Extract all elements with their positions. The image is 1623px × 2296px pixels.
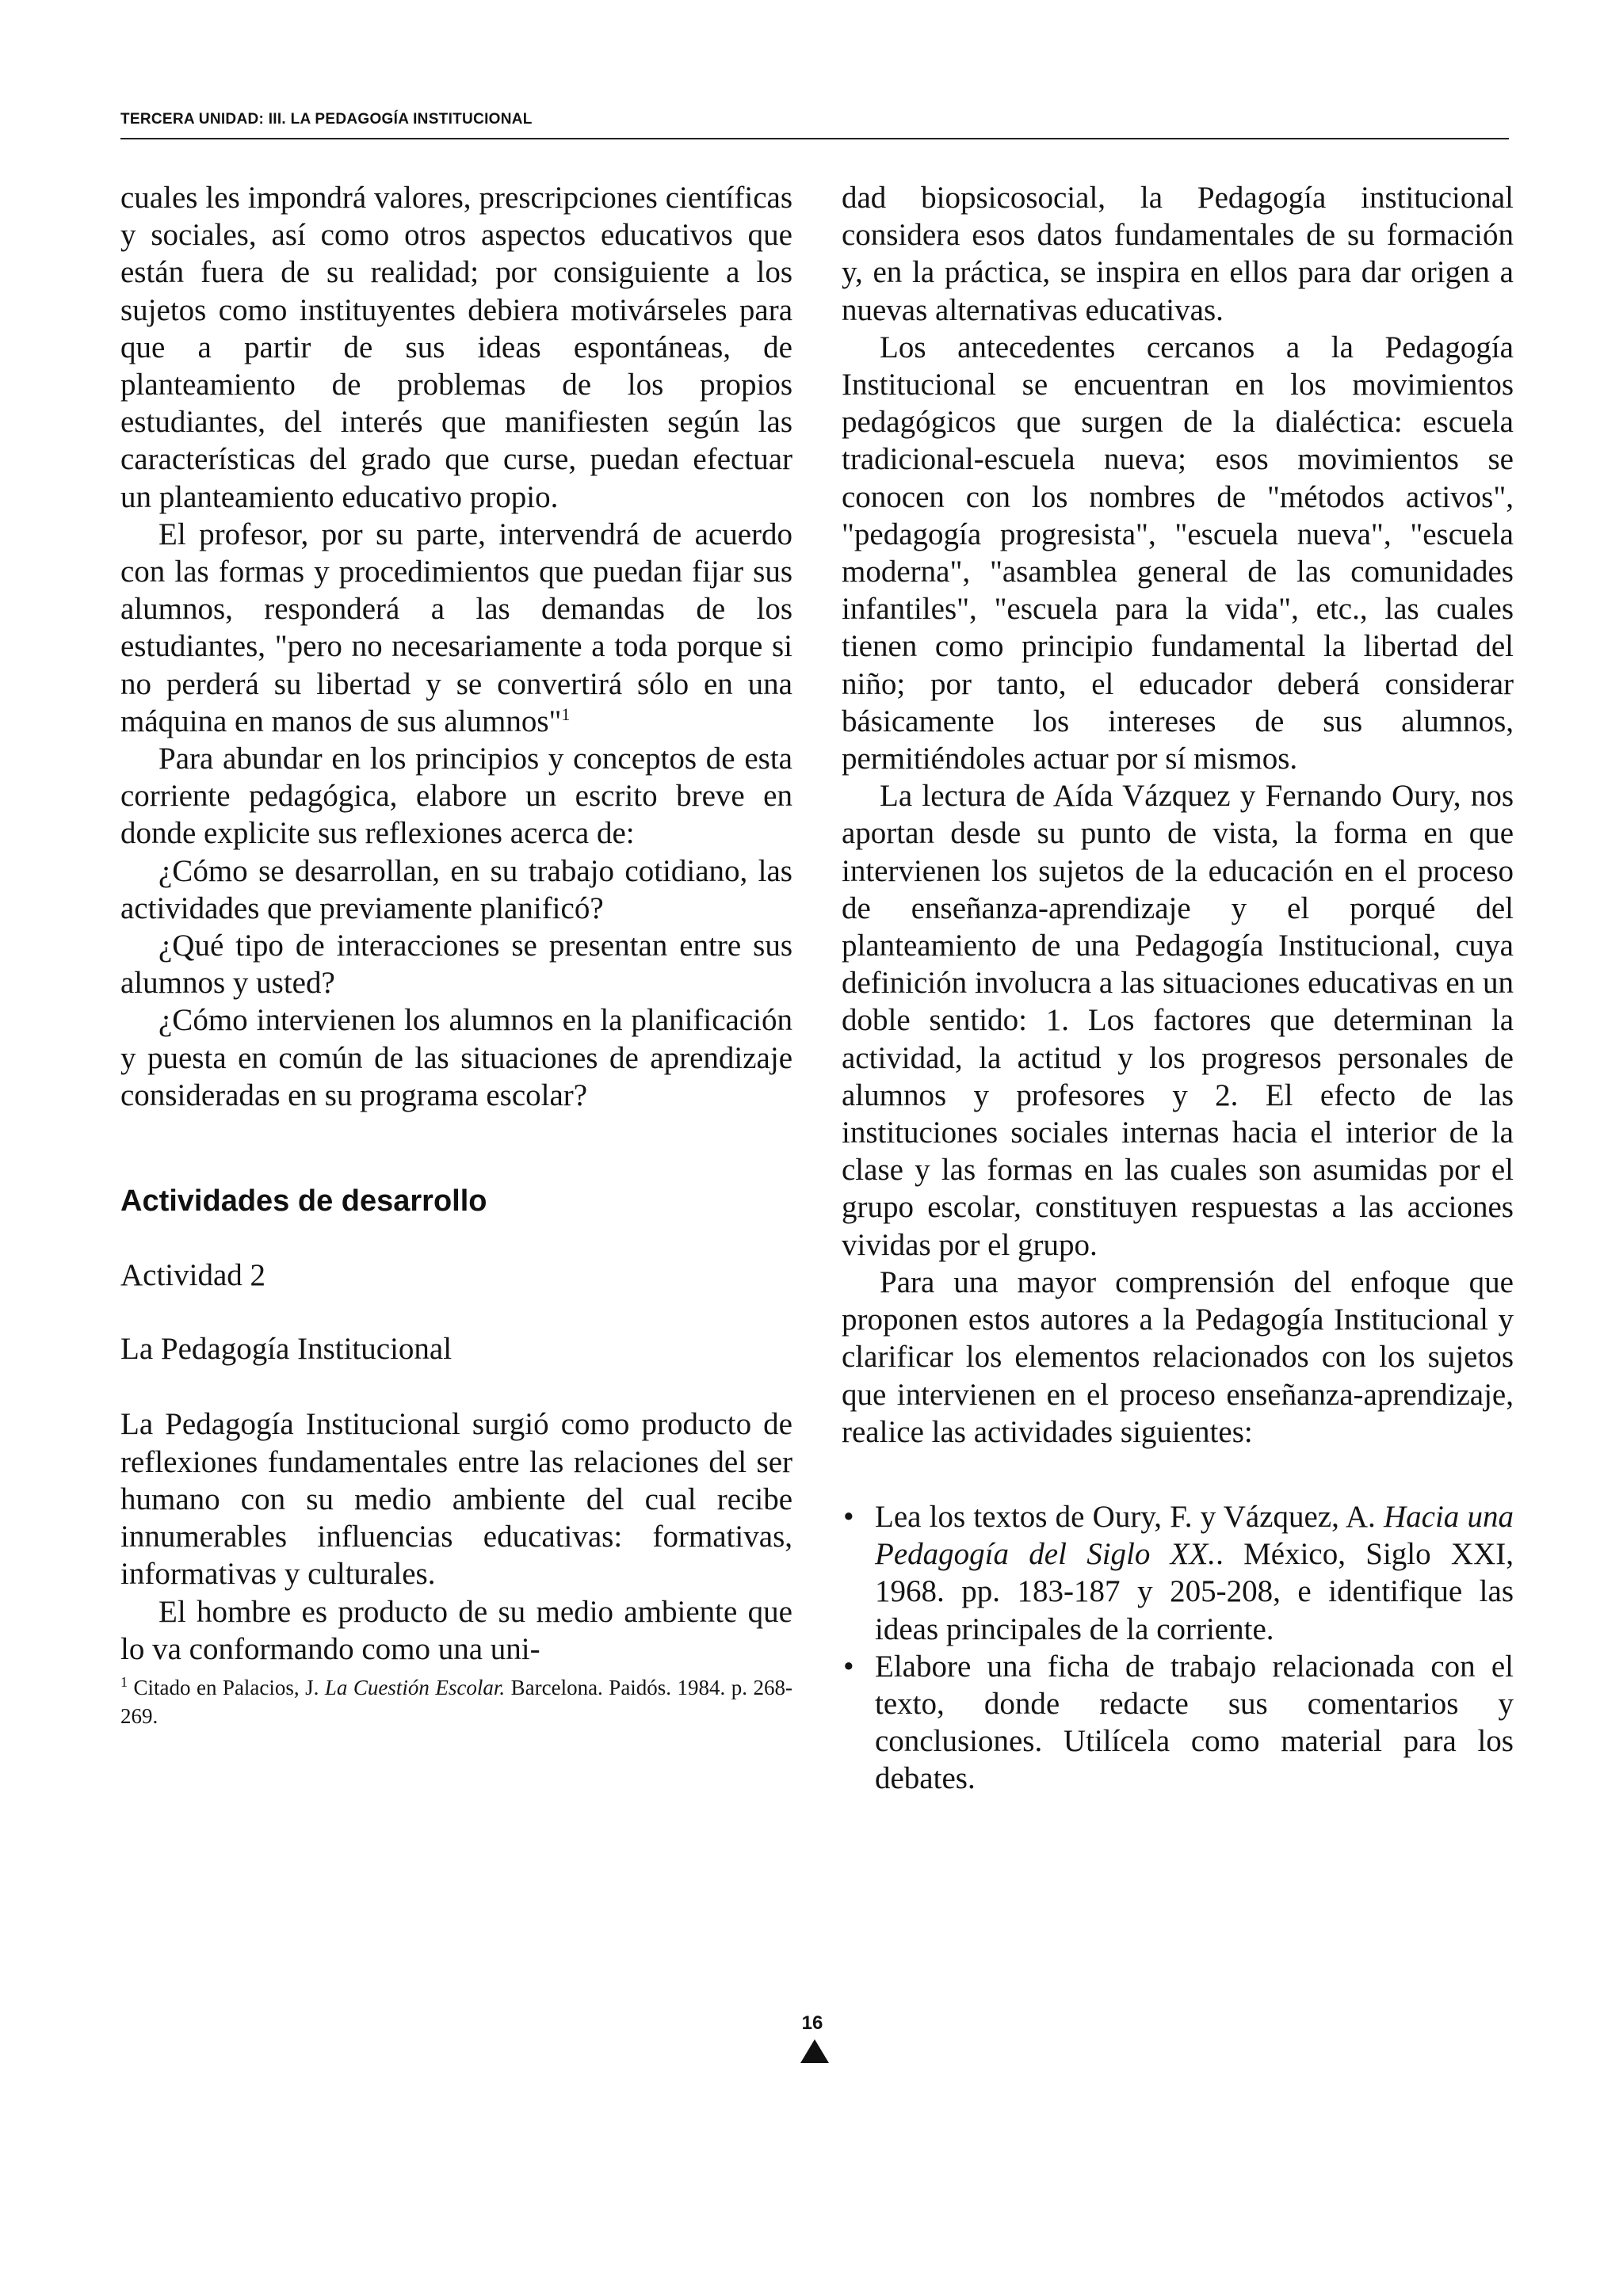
section-heading: Actividades de desarrollo [120,1184,487,1219]
list-item [842,1648,1514,1798]
running-header: TERCERA UNIDAD: III. LA PEDAGOGÍA INSTITUCIONAL [120,111,533,128]
paragraph: Para abundar en los principios y conceptos de esta corriente pedagógica, elabore un escrito breve en donde explicite sus reflexiones acerca de: [120,742,792,851]
left-column [120,179,792,1730]
header-rule [120,138,1509,139]
spacer [120,1367,792,1405]
paragraph: La lectura de Aída Vázquez y Fernando Oury, nos aportan desde su punto de vista, la forma en que intervienen los sujetos de la educación en el proceso de enseñanza-aprendizaje y el porqué del planteamiento de una Pedagogía Institucional, cuya definición involucra a las situaciones educativas en un doble sentido: 1. Los factores que determinan la actividad, la actitud y los progresos personales de alumnos y profesores y 2. El efecto de las instituciones sociales internas hacia el interior de la clase y las formas en las cuales son asumidas por el grupo escolar, constituyen respuestas a las acciones vividas por el grupo. [842,779,1514,1262]
paragraph [120,516,792,740]
list-item-text: Lea los textos de Oury, F. y Vázquez, A. [875,1499,1384,1534]
bullet-icon: • [843,1649,854,1684]
paragraph: La Pedagogía Institucional surgió como producto de reflexiones fundamentales entre las relaciones del ser humano con su medio ambiente del cual recibe innumerables influencias educativas: formativas, informativas y culturales. [120,1407,792,1592]
footnote-title: La Cuestión Escolar. [324,1675,506,1699]
spacer [120,1114,792,1182]
spacer [120,1294,792,1330]
list-item-text: Elabore una ficha de trabajo relacionada con el texto, donde redacte sus comentarios y conclusiones. Utilícela como material para los debates. [875,1649,1514,1796]
footnote-text: Citado en Palacios, J. [133,1675,325,1699]
paragraph: Los antecedentes cercanos a la Pedagogía Institucional se encuentran en los movimientos pedagógicos que surgen de la dialéctica: escuela tradicional-escuela nueva; esos movimientos se conocen con los nombres de "métodos activos", "pedagogía progresista", "escuela nueva", "escuela moderna", "asamblea general de las comunidades infantiles", "escuela para la vida", etc., las cuales tienen como principio fundamental la libertad del niño; por tanto, el educador deberá considerar básicamente los intereses de sus alumnos, permitiéndoles actuar por sí mismos. [842,330,1514,776]
list-item-text: . México, Siglo XXI, 1968. pp. 183-187 y 205-208, e identifique las ideas principales de la corriente. [875,1537,1514,1646]
paragraph: El hombre es producto de su medio ambiente que lo va conformando como una uni- [120,1594,792,1666]
paragraph: cuales les impondrá valores, prescripciones científicas y sociales, así como otros aspectos educativos que están fuera de su realidad; por consiguiente a los sujetos como instituyentes debiera motivárseles para que a partir de sus ideas espontáneas, de planteamiento de problemas de los propios estudiantes, del interés que manifiesten según las características del grado que curse, puedan efectuar un planteamiento educativo propio. [120,181,792,514]
list-item-title: Hacia una Pedagogía del Siglo XX. [875,1499,1514,1572]
activity-title: La Pedagogía Institucional [120,1332,453,1367]
footnote-text: Barcelona. Paidós. 1984. p. 268-269. [120,1675,792,1728]
footnote-reference: 1 [561,704,571,724]
paragraph-text: El profesor, por su parte, intervendrá de acuerdo con las formas y procedimientos que puedan fijar sus alumnos, responderá a las demandas de los estudiantes, "pero no necesariamente a toda porque si no perderá su libertad y se convertirá sólo en una máquina en manos de sus alumnos" [120,517,792,738]
question: ¿Qué tipo de interacciones se presentan entre sus alumnos y usted? [120,929,792,1001]
activity-label: Actividad 2 [120,1258,266,1293]
list-item [842,1498,1514,1648]
question: ¿Cómo se desarrollan, en su trabajo cotidiano, las actividades que previamente planificó? [120,853,792,925]
footnote [120,1668,792,1730]
spacer [120,1220,792,1257]
paragraph: Para una mayor comprensión del enfoque que proponen estos autores a la Pedagogía Institucional y clarificar los elementos relacionados con los sujetos que intervienen en el proceso enseñanza-aprendizaje, realice las actividades siguientes: [842,1264,1514,1449]
activity-list [842,1498,1514,1798]
page-number: 16 [801,2012,823,2034]
bullet-icon: • [843,1499,854,1534]
footnote-number: 1 [120,1673,128,1690]
right-column [842,179,1514,1798]
question: ¿Cómo intervienen los alumnos en la planificación y puesta en común de las situaciones de aprendizaje consideradas en su programa escolar? [120,1003,792,1112]
triangle-icon [800,2039,829,2063]
paragraph: dad biopsicosocial, la Pedagogía institucional considera esos datos fundamentales de su formación y, en la práctica, se inspira en ellos para dar origen a nuevas alternativas educativas. [842,181,1514,327]
